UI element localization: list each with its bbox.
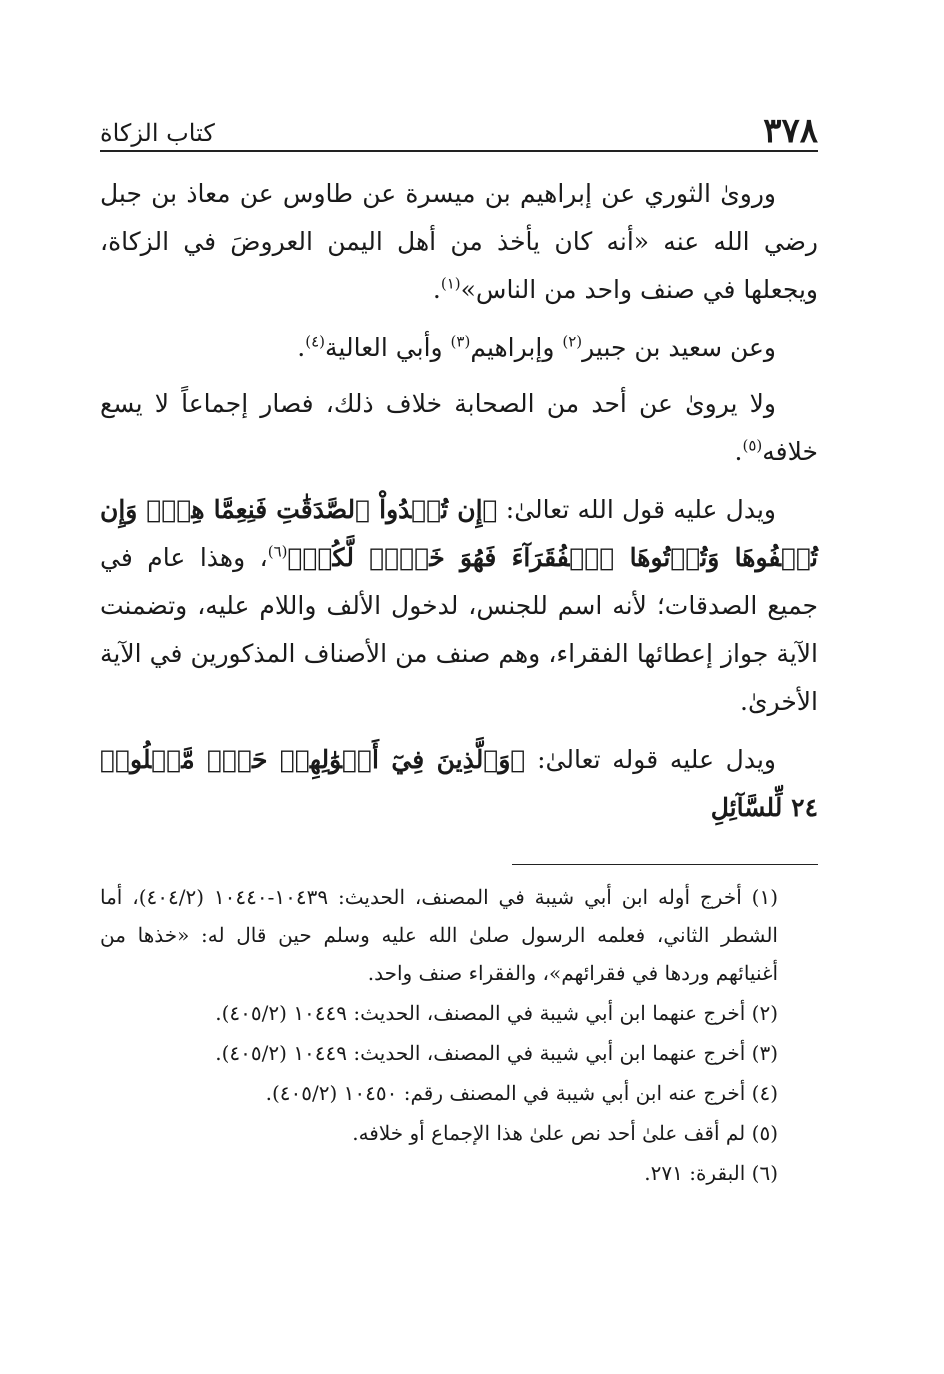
footnote-5: (٥) لم أقف علىٰ أحد نص علىٰ هذا الإجماع أو خلافه. (352, 1121, 778, 1145)
paragraph-4 (100, 486, 818, 726)
footnote-2: (٢) أخرج عنهما ابن أبي شيبة في المصنف، الحديث: ١٠٤٤٩ (٤٠٥/٢). (215, 1001, 778, 1025)
footnote-ref-5: (٥) (742, 436, 763, 455)
paragraph-4-text-b: ، وهذا عام في جميع الصدقات؛ لأنه اسم للجنس، لدخول الألف واللام عليه، وتضمنت الآية جواز إعطائها الفقراء، وهم صنف من الأصناف المذكورين في الآية الأخرىٰ. (100, 543, 818, 716)
footnote-ref-2: (٢) (562, 332, 583, 351)
paragraph-2 (100, 324, 818, 372)
footnote-3: (٣) أخرج عنهما ابن أبي شيبة في المصنف، الحديث: ١٠٤٤٩ (٤٠٥/٢). (215, 1041, 778, 1065)
running-header (100, 100, 818, 151)
footnote-ref-1: (١) (440, 274, 461, 293)
footnote-separator (512, 864, 818, 865)
page-number: ٣٧٨ (763, 111, 818, 151)
quran-verse-1: ﴿إِن تُبۡدُواْ ٱلصَّدَقَٰتِ فَنِعِمَّا هِيَۖ وَإِن تُخۡفُوهَا وَتُؤۡتُوهَا ٱلۡفُقَرَآءَ فَهُوَ خَيۡرٞ لَّكُمۡ﴾ (100, 495, 818, 572)
paragraph-3 (100, 380, 818, 476)
paragraph-5 (100, 736, 818, 832)
footnote-6: (٦) البقرة: ٢٧١. (644, 1161, 778, 1185)
footnote-1: (١) أخرج أوله ابن أبي شيبة في المصنف، الحديث: ١٠٤٣٩-١٠٤٤٠ (٤٠٤/٢)، أما الشطر الثاني، فعلمه الرسول صلىٰ الله عليه وسلم حين قال له: «خذها من أغنيائهم وردها في فقرائهم»، والفقراء صنف واحد. (100, 885, 778, 985)
paragraph-3-end: . (734, 437, 743, 466)
footnotes (100, 878, 818, 1192)
paragraph-5-text: ويدل عليه قوله تعالىٰ: (525, 745, 776, 774)
header-rule (100, 150, 818, 152)
main-text (100, 170, 818, 842)
footnote-ref-6: (٦) (267, 542, 288, 561)
paragraph-1-text: وروىٰ الثوري عن إبراهيم بن ميسرة عن طاوس عن معاذ بن جبل رضي الله عنه «أنه كان يأخذ من أهل اليمن العروضَ في الزكاة، ويجعلها في صنف واحد من الناس» (100, 179, 818, 304)
paragraph-2-text-c: وأبي العالية (325, 333, 451, 362)
quran-verse-2: ﴿وَٱلَّذِينَ فِيٓ أَمۡوَٰلِهِمۡ حَقّٞ مَّعۡلُومٞ ٢٤ لِّلسَّآئِلِ (100, 745, 818, 822)
paragraph-2-text-a: وعن سعيد بن جبير (582, 333, 776, 362)
paragraph-2-text-b: وإبراهيم (470, 333, 563, 362)
paragraph-3-text: ولا يروىٰ عن أحد من الصحابة خلاف ذلك، فصار إجماعاً لا يسع خلافه (100, 389, 818, 466)
paragraph-1 (100, 170, 818, 314)
paragraph-1-end: . (432, 275, 441, 304)
footnote-4: (٤) أخرج عنه ابن أبي شيبة في المصنف رقم: ١٠٤٥٠ (٤٠٥/٢). (265, 1081, 778, 1105)
chapter-title: كتاب الزكاة (100, 119, 215, 148)
footnote-ref-3: (٣) (450, 332, 471, 351)
paragraph-4-text-a: ويدل عليه قول الله تعالىٰ: (497, 495, 776, 524)
footnote-ref-4: (٤) (305, 332, 326, 351)
paragraph-2-end: . (297, 333, 306, 362)
